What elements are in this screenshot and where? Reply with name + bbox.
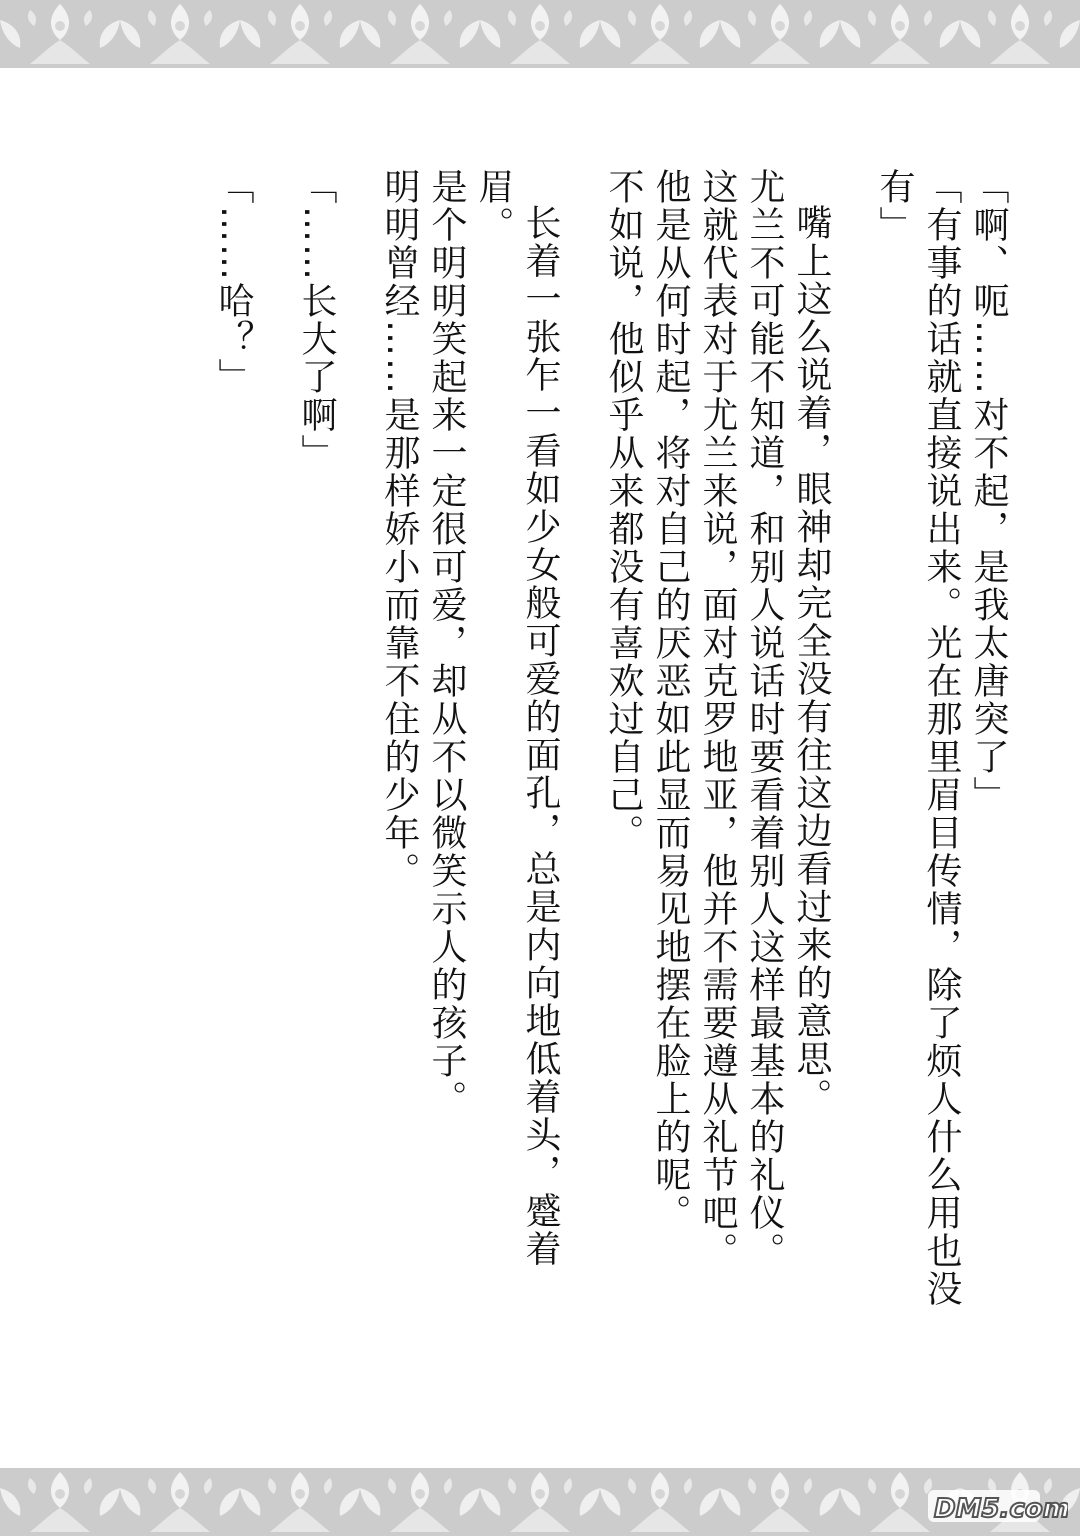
narration-line-7: 是个明明笑起来一定很可爱，却从不以微笑示人的孩子。 <box>426 168 467 1118</box>
damask-pattern-bottom <box>0 1468 1080 1536</box>
dialogue-line-2: 「有事的话就直接说出来。光在那里眉目传情，除了烦人什么用也没有」 <box>874 168 962 1308</box>
narration-line-1: 嘴上这么说着，眼神却完全没有往这边看过来的意思。 <box>791 204 832 1116</box>
damask-pattern <box>0 0 1080 68</box>
narration-line-6: 长着一张乍一看如少女般可爱的面孔，总是内向地低着头，蹙着眉。 <box>473 168 561 1268</box>
vertical-text-body <box>210 168 1012 1318</box>
narration-line-2: 尤兰不可能不知道，和别人说话时要看着别人这样最基本的礼仪。 <box>744 168 785 1270</box>
top-decorative-band <box>0 0 1080 68</box>
watermark-logo-icon <box>928 1486 1068 1526</box>
dialogue-line-1: 「啊、呃……对不起，是我太唐突了」 <box>968 168 1009 814</box>
bottom-decorative-band <box>0 1468 1080 1536</box>
narration-line-5: 不如说，他似乎从来都没有喜欢过自己。 <box>603 168 644 852</box>
narration-line-8: 明明曾经……是那样娇小而靠不住的少年。 <box>379 168 420 890</box>
watermark-text: DM5.com <box>934 1494 1068 1524</box>
dialogue-line-4: 「……哈？」 <box>213 168 254 396</box>
site-watermark-logo <box>928 1486 1068 1526</box>
narration-line-3: 这就代表对于尤兰来说，面对克罗地亚，他并不需要遵从礼节吧。 <box>697 168 738 1270</box>
dialogue-line-3: 「……长大了啊」 <box>296 168 337 472</box>
narration-line-4: 他是从何时起，将对自己的厌恶如此显而易见地摆在脸上的呢。 <box>650 168 691 1232</box>
